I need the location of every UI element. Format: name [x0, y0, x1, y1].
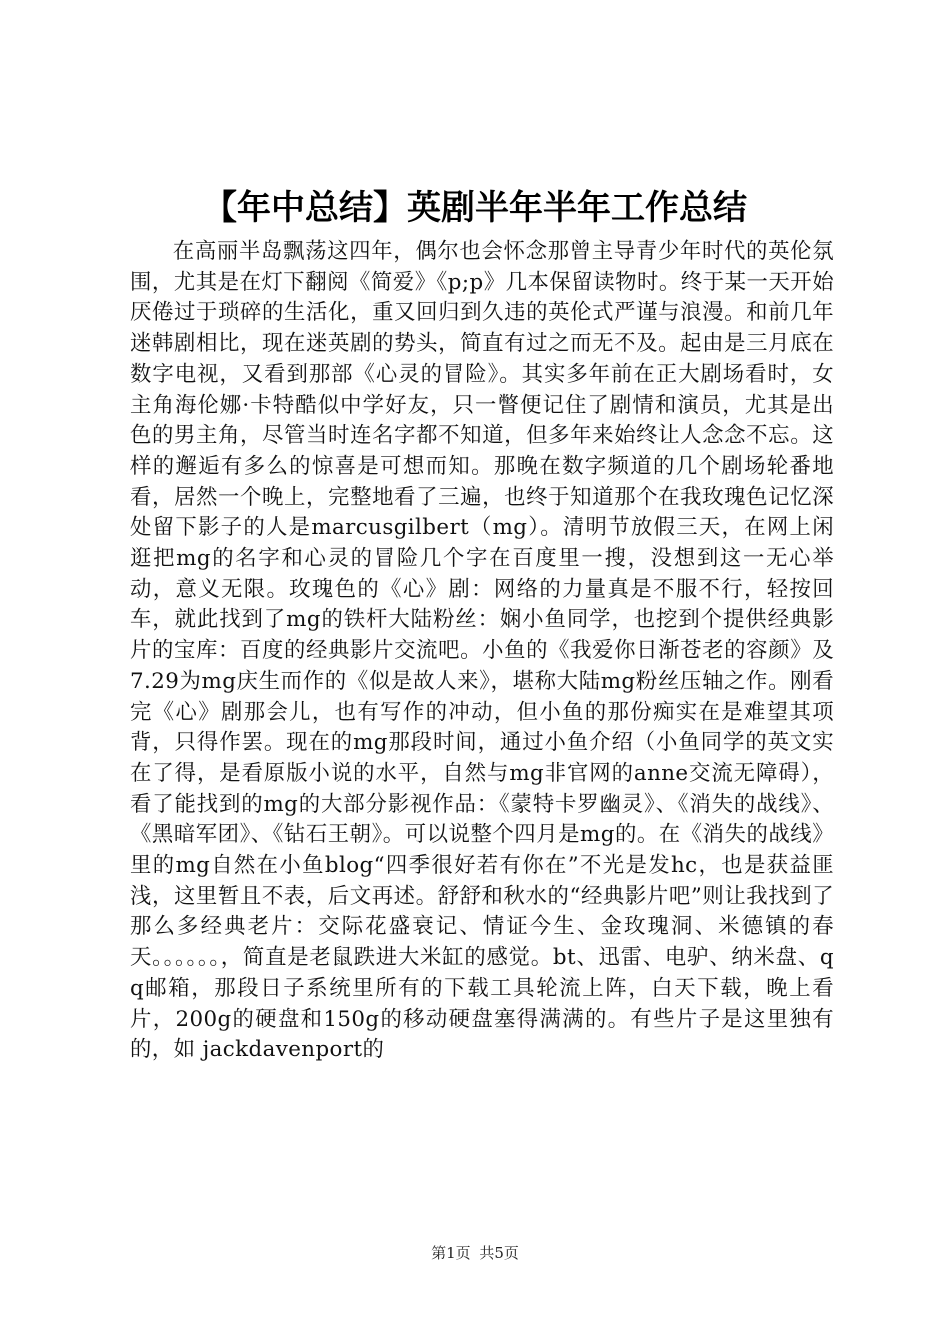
page-number: 第1页 [431, 1244, 471, 1262]
page-total: 共5页 [479, 1244, 519, 1262]
document-title: 【年中总结】英剧半年半年工作总结 [203, 188, 747, 228]
page-footer [0, 1243, 950, 1263]
body-paragraph: 在高丽半岛飘荡这四年，偶尔也会怀念那曾主导青少年时代的英伦氛围，尤其是在灯下翻阅《简爱》《p;p》几本保留读物时。终于某一天开始厌倦过于琐碎的生活化，重又回归到久违的英伦式严谨与浪漫。和前几年迷韩剧相比，现在迷英剧的势头，简直有过之而无不及。起由是三月底在数字电视，又看到那部《心灵的冒险》。其实多年前在正大剧场看时，女主角海伦娜·卡特酷似中学好友，只一瞥便记住了剧情和演员，尤其是出色的男主角，尽管当时连名字都不知道，但多年来始终让人念念不忘。这样的邂逅有多么的惊喜是可想而知。那晚在数字频道的几个剧场轮番地看，居然一个晚上，完整地看了三遍，也终于知道那个在我玫瑰色记忆深处留下影子的人是marcusgilbert（mg）。清明节放假三天，在网上闲逛把mg的名字和心灵的冒险几个字在百度里一搜，没想到这一无心举动，意义无限。玫瑰色的《心》剧：网络的力量真是不服不行，轻按回车，就此找到了mg的铁杆大陆粉丝：娴小鱼同学，也挖到个提供经典影片的宝库：百度的经典影片交流吧。小鱼的《我爱你日渐苍老的容颜》及7.29为mg庆生而作的《似是故人来》，堪称大陆mg粉丝压轴之作。刚看完《心》剧那会儿，也有写作的冲动，但小鱼的那份痴实在是难望其项背，只得作罢。现在的mg那段时间，通过小鱼介绍（小鱼同学的英文实在了得，是看原版小说的水平，自然与mg非官网的anne交流无障碍），看了能找到的mg的大部分影视作品：《蒙特卡罗幽灵》、《消失的战线》、《黑暗军团》、《钻石王朝》。可以说整个四月是mg的。在《消失的战线》里的mg自然在小鱼blog“四季很好若有你在”不光是发hc，也是获益匪浅，这里暂且不表，后文再述。舒舒和秋水的“经典影片吧”则让我找到了那么多经典老片：交际花盛衰记、情证今生、金玫瑰洞、米德镇的春天。。。。。。，简直是老鼠跌进大米缸的感觉。bt、迅雷、电驴、纳米盘、qq邮箱，那段日子系统里所有的下载工具轮流上阵，白天下载，晚上看片，200g的硬盘和150g的移动硬盘塞得满满的。有些片子是这里独有的，如 jackdavenport的 [130, 239, 834, 1063]
